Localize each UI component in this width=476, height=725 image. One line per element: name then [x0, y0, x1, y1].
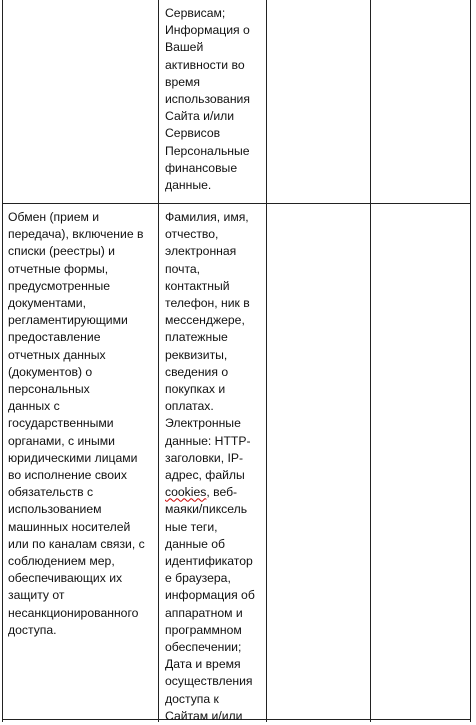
row2-col2-cell	[165, 209, 263, 725]
row1-col2-cell: Сервисам; Информация о Вашей активности во время использования Сайта и/или Сервисов Персональные финансовые данные.	[165, 6, 250, 193]
table-border-left	[2, 0, 3, 722]
row2-col2-text-part2: , веб- маяки/пиксель ные теги, данные об идентификатор е браузера, информация об аппаратном и программном обеспечении; Дата и время осуществления доступа к Сайтам и/или	[165, 485, 255, 723]
row-divider	[2, 203, 471, 204]
column-divider-3	[370, 0, 371, 722]
table-border-right	[470, 0, 471, 722]
column-divider-2	[266, 0, 267, 722]
column-divider-1	[158, 0, 159, 722]
cookies-word: cookies	[165, 485, 207, 500]
row2-col2-text-part1: Фамилия, имя, отчество, электронная почта, контактный телефон, ник в мессенджере, платежные реквизиты, сведения о покупках и оплатах. Электронные данные: HTTP- заголовки, IP- адрес, файлы	[165, 210, 251, 483]
row2-col1-cell: Обмен (прием и передача), включение в списки (реестры) и отчетные формы, предусмотренные документами, регламентирующими предоставление отчетных данных (документов) о персональных данных с государственными органами, с иными юридическими лицами во исполнение своих обязательств с использованием машинных носителей или по каналам связи, с соблюдением мер, обеспечивающих их защиту от несанкционированного доступа.	[8, 210, 145, 637]
